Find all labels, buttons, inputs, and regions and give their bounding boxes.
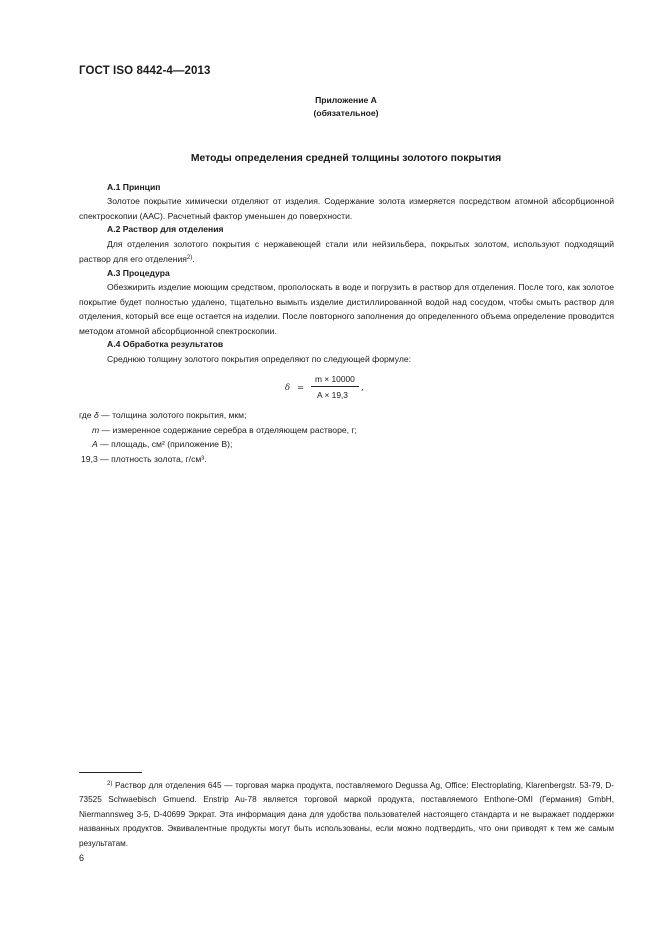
page-number: 6: [79, 853, 85, 863]
definition-delta: где δ — толщина золотого покрытия, мкм;: [79, 410, 247, 420]
section-text-a4: Среднюю толщину золотого покрытия определяют по следующей формуле:: [107, 354, 412, 364]
definition-a: A — площадь, см² (приложение В);: [92, 439, 233, 449]
definition-density: 19,3 — плотность золота, г/см³.: [81, 454, 207, 464]
footnote: $^{2)}$ Раствор для отделения 645 — торговая марка продукта, поставляемого Degussa Ag, Office: Electroplating, Klarenbergstr. 53-79, D-73525 Schwaebisch Gmuend. Enstrip Au-78 является торговой маркой продукта, поставляемого Enthone-OMI (Германия) GmbH, Niermannsweg 3-5, D-40699 Эркрат. Эта информация дана для удобства пользователей настоящего стандарта и не выражает поддержки названных продуктов. Эквивалентные продукты могут быть использованы, если можно подтвердить, что они приводят к тем же самым результатам.: [79, 781, 614, 848]
thickness-formula: [283, 372, 403, 402]
section-text-a2: Для отделения золотого покрытия с нержавеющей стали или нейзильбера, покрытых золотом, используют подходящий раствор для его отделения$^{2)}$.: [79, 239, 614, 264]
section-text-a3: Обезжирить изделие моющим средством, прополоскать в воде и погрузить в раствор для отделения. После того, как золотое покрытие будет полностью удалено, тщательно вымыть изделие дистиллированной водой над сосудом, чтобы смыть раствор для отделения, который все еще остается на изделии. После повторного заполнения до определенного объема определение проводится методом атомной абсорбционной спектроскопии.: [79, 282, 614, 336]
section-heading-a1: А.1 Принцип: [107, 182, 161, 192]
footnote-reference: 2): [186, 254, 193, 261]
footnote-separator: [79, 772, 142, 773]
section-heading-a4: А.4 Обработка результатов: [107, 339, 224, 349]
annex-title: Методы определения средней толщины золотого покрытия: [190, 153, 502, 164]
footnote-marker: 2): [107, 781, 113, 787]
formula-numerator: m × 10000: [315, 374, 355, 384]
section-text-a1: Золотое покрытие химически отделяют от изделия. Содержание золота измеряется посредством атомной абсорбционной спектроскопии (ААС). Расчетный фактор уменьшен до поверхности.: [79, 196, 614, 221]
annex-label: Приложение А: [315, 95, 377, 105]
definition-m: m — измеренное содержание серебра в отделяющем растворе, г;: [92, 425, 357, 435]
formula-trail: ,: [361, 382, 364, 392]
annex-status: (обязательное): [313, 108, 379, 118]
annex-heading: [0, 94, 661, 120]
section-heading-a2: А.2 Раствор для отделения: [107, 224, 224, 234]
formula-denominator: A × 19,3: [317, 390, 348, 400]
formula-equals: =: [297, 382, 305, 392]
document-code: ГОСТ ISO 8442-4—2013: [79, 65, 211, 77]
fraction-bar: [311, 386, 359, 387]
section-heading-a3: А.3 Процедура: [107, 268, 170, 278]
formula-lhs: δ: [285, 382, 291, 392]
